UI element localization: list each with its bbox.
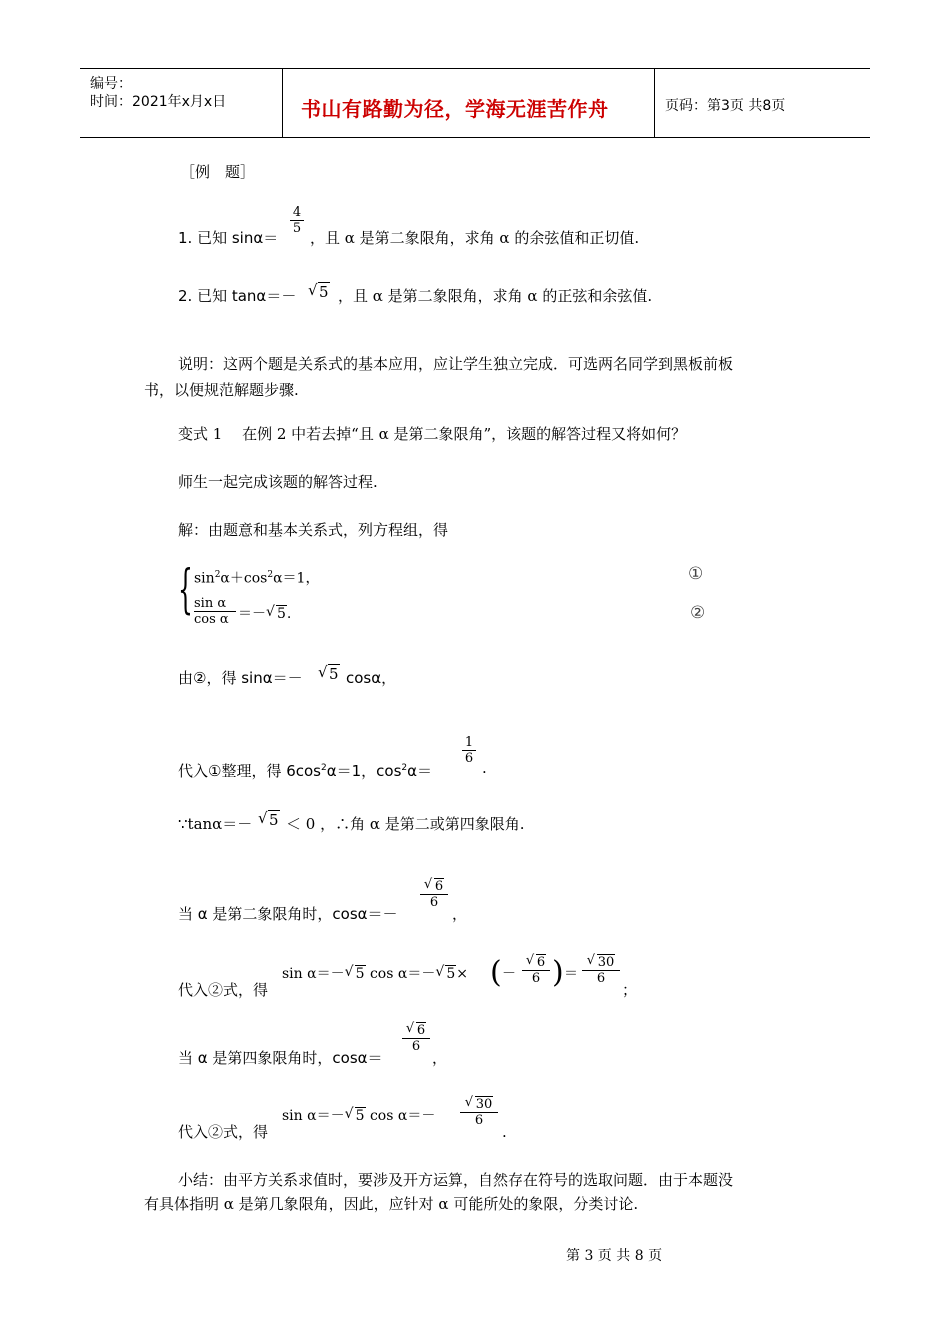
header-meta-cell xyxy=(80,69,283,137)
example-1-num: 4 xyxy=(292,205,302,220)
eq2-den: cos α xyxy=(194,611,236,627)
calc2-result-num: 30 xyxy=(597,955,615,970)
note-line-1: 说明：这两个题是关系式的基本应用，应让学生独立完成．可选两名同学到黑板前板 xyxy=(178,355,734,373)
summary-line-2: 有具体指明 α 是第几象限角，因此，应针对 α 可能所处的象限，分类讨论. xyxy=(144,1195,639,1213)
from2-radicand: 5 xyxy=(329,665,339,683)
header-time: 时间：2021年x月x日 xyxy=(90,94,227,110)
sub1-sup-2: 2 xyxy=(401,763,408,773)
because-radicand: 5 xyxy=(269,811,279,829)
case4-prefix: 当 α 是第四象限角时，cosα＝ xyxy=(178,1049,383,1067)
calc2-lhs: sin α＝－ xyxy=(282,966,345,982)
page-header xyxy=(80,68,870,138)
eq2-radicand: 5 xyxy=(277,606,286,622)
because-suffix: ＜ 0 ，∴角 α 是第二或第四象限角. xyxy=(286,815,525,833)
from2-radical xyxy=(318,664,340,684)
case4-end: ， xyxy=(432,1049,448,1067)
from2-prefix: 由②，得 sinα＝－ xyxy=(178,669,303,687)
example-1-prefix: 1. 已知 sinα＝ xyxy=(178,229,279,247)
system-brace: { xyxy=(178,560,193,620)
marker-1: ① xyxy=(688,564,704,584)
calc2-radicand-1: 5 xyxy=(355,966,365,982)
calc4-prefix: 代入②式，得 xyxy=(178,1123,269,1141)
calc4-expr xyxy=(282,1106,435,1126)
calc4-result-num: 30 xyxy=(475,1097,493,1112)
header-number: 编号： xyxy=(90,76,132,92)
calc2-times: × xyxy=(456,966,468,982)
calc4-result-den: 6 xyxy=(460,1112,498,1128)
calc4-radicand: 5 xyxy=(355,1108,365,1124)
example-1-den: 5 xyxy=(290,220,304,236)
eq1-sup-2: 2 xyxy=(267,570,274,580)
calc2-eq: ＝ xyxy=(564,966,578,982)
calc2-end: ； xyxy=(622,981,638,999)
calc4-result-fraction xyxy=(460,1098,498,1128)
eq1-rhs: α＝1， xyxy=(273,570,320,587)
case2-num: 6 xyxy=(434,879,444,894)
calc2-paren-left: ( xyxy=(490,955,502,990)
example-1-fraction xyxy=(290,206,304,236)
system-eq-1 xyxy=(194,565,319,589)
eq1-sup-1: 2 xyxy=(214,570,221,580)
sub1-text xyxy=(178,758,432,781)
sub1-fraction xyxy=(462,736,476,766)
sub1-sup-1: 2 xyxy=(321,763,327,773)
because-radical xyxy=(258,810,280,830)
sub1-mid2: α＝ xyxy=(407,762,433,780)
solution-intro: 解：由题意和基本关系式，列方程组，得 xyxy=(178,521,449,539)
calc4-end: . xyxy=(502,1123,507,1141)
eq1-cos: α＋cos xyxy=(220,570,268,587)
together-text: 师生一起完成该题的解答过程. xyxy=(178,473,378,491)
note-line-2: 书，以便规范解题步骤. xyxy=(144,381,299,399)
case2-end: ， xyxy=(452,905,468,923)
calc2-result-den: 6 xyxy=(582,970,620,986)
case2-fraction xyxy=(420,880,448,910)
calc4-lhs: sin α＝－ xyxy=(282,1108,345,1124)
section-title: ［例 题］ xyxy=(180,163,256,181)
summary-line-1: 小结：由平方关系求值时，要涉及开方运算，自然存在符号的选取问题．由于本题没 xyxy=(178,1171,734,1189)
calc4-mid: cos α＝－ xyxy=(369,1108,436,1124)
page-footer: 第 3 页 共 8 页 xyxy=(566,1248,663,1264)
case2-den: 6 xyxy=(420,894,448,910)
system-eq-2-rhs xyxy=(238,604,291,624)
from2-suffix: cosα， xyxy=(346,669,397,687)
calc2-paren-right: ) xyxy=(552,955,564,990)
eq2-num: sin α xyxy=(194,596,227,611)
case4-den: 6 xyxy=(402,1038,430,1054)
case4-fraction xyxy=(402,1024,430,1054)
calc2-inner-fraction xyxy=(522,956,550,986)
header-motto-cell xyxy=(283,69,655,137)
sub1-den: 6 xyxy=(462,750,476,766)
calc2-expr xyxy=(282,964,468,984)
sub1-num: 1 xyxy=(464,735,474,750)
calc2-inner-num: 6 xyxy=(536,955,546,970)
sub1-end: . xyxy=(482,759,487,777)
example-1-suffix: ，且 α 是第二象限角，求角 α 的余弦值和正切值. xyxy=(310,229,640,247)
header-motto: 书山有路勤为径，学海无涯苦作舟 xyxy=(301,97,609,121)
case2-prefix: 当 α 是第二象限角时，cosα＝－ xyxy=(178,905,398,923)
header-page-cell xyxy=(655,69,870,137)
header-page-info: 页码：第3页 共8页 xyxy=(665,98,786,114)
calc2-result-fraction xyxy=(582,956,620,986)
eq1-sin: sin xyxy=(194,570,215,587)
example-2-radicand: 5 xyxy=(319,283,329,301)
calc2-neg: － xyxy=(502,966,516,982)
eq2-end: . xyxy=(286,606,292,622)
because-prefix: ∵tanα＝－ xyxy=(178,815,253,833)
variant-text: 变式 1 在例 2 中若去掉“且 α 是第二象限角”，该题的解答过程又将如何？ xyxy=(178,425,687,443)
calc2-inner-den: 6 xyxy=(522,970,550,986)
calc2-mid: cos α＝－ xyxy=(369,966,436,982)
calc2-radicand-2: 5 xyxy=(446,966,456,982)
example-2-prefix: 2. 已知 tanα＝－ xyxy=(178,287,297,305)
sub1-prefix: 代入①整理，得 6cos xyxy=(178,762,321,780)
case4-num: 6 xyxy=(416,1023,426,1038)
calc2-prefix: 代入②式，得 xyxy=(178,981,269,999)
example-2-radical xyxy=(308,282,330,302)
example-2-suffix: ，且 α 是第二象限角，求角 α 的正弦和余弦值. xyxy=(338,287,653,305)
eq2-eq: ＝－ xyxy=(238,606,266,622)
system-eq-2-fraction xyxy=(194,597,236,627)
sub1-mid: α＝1，cos xyxy=(326,762,402,780)
marker-2: ② xyxy=(690,603,706,623)
